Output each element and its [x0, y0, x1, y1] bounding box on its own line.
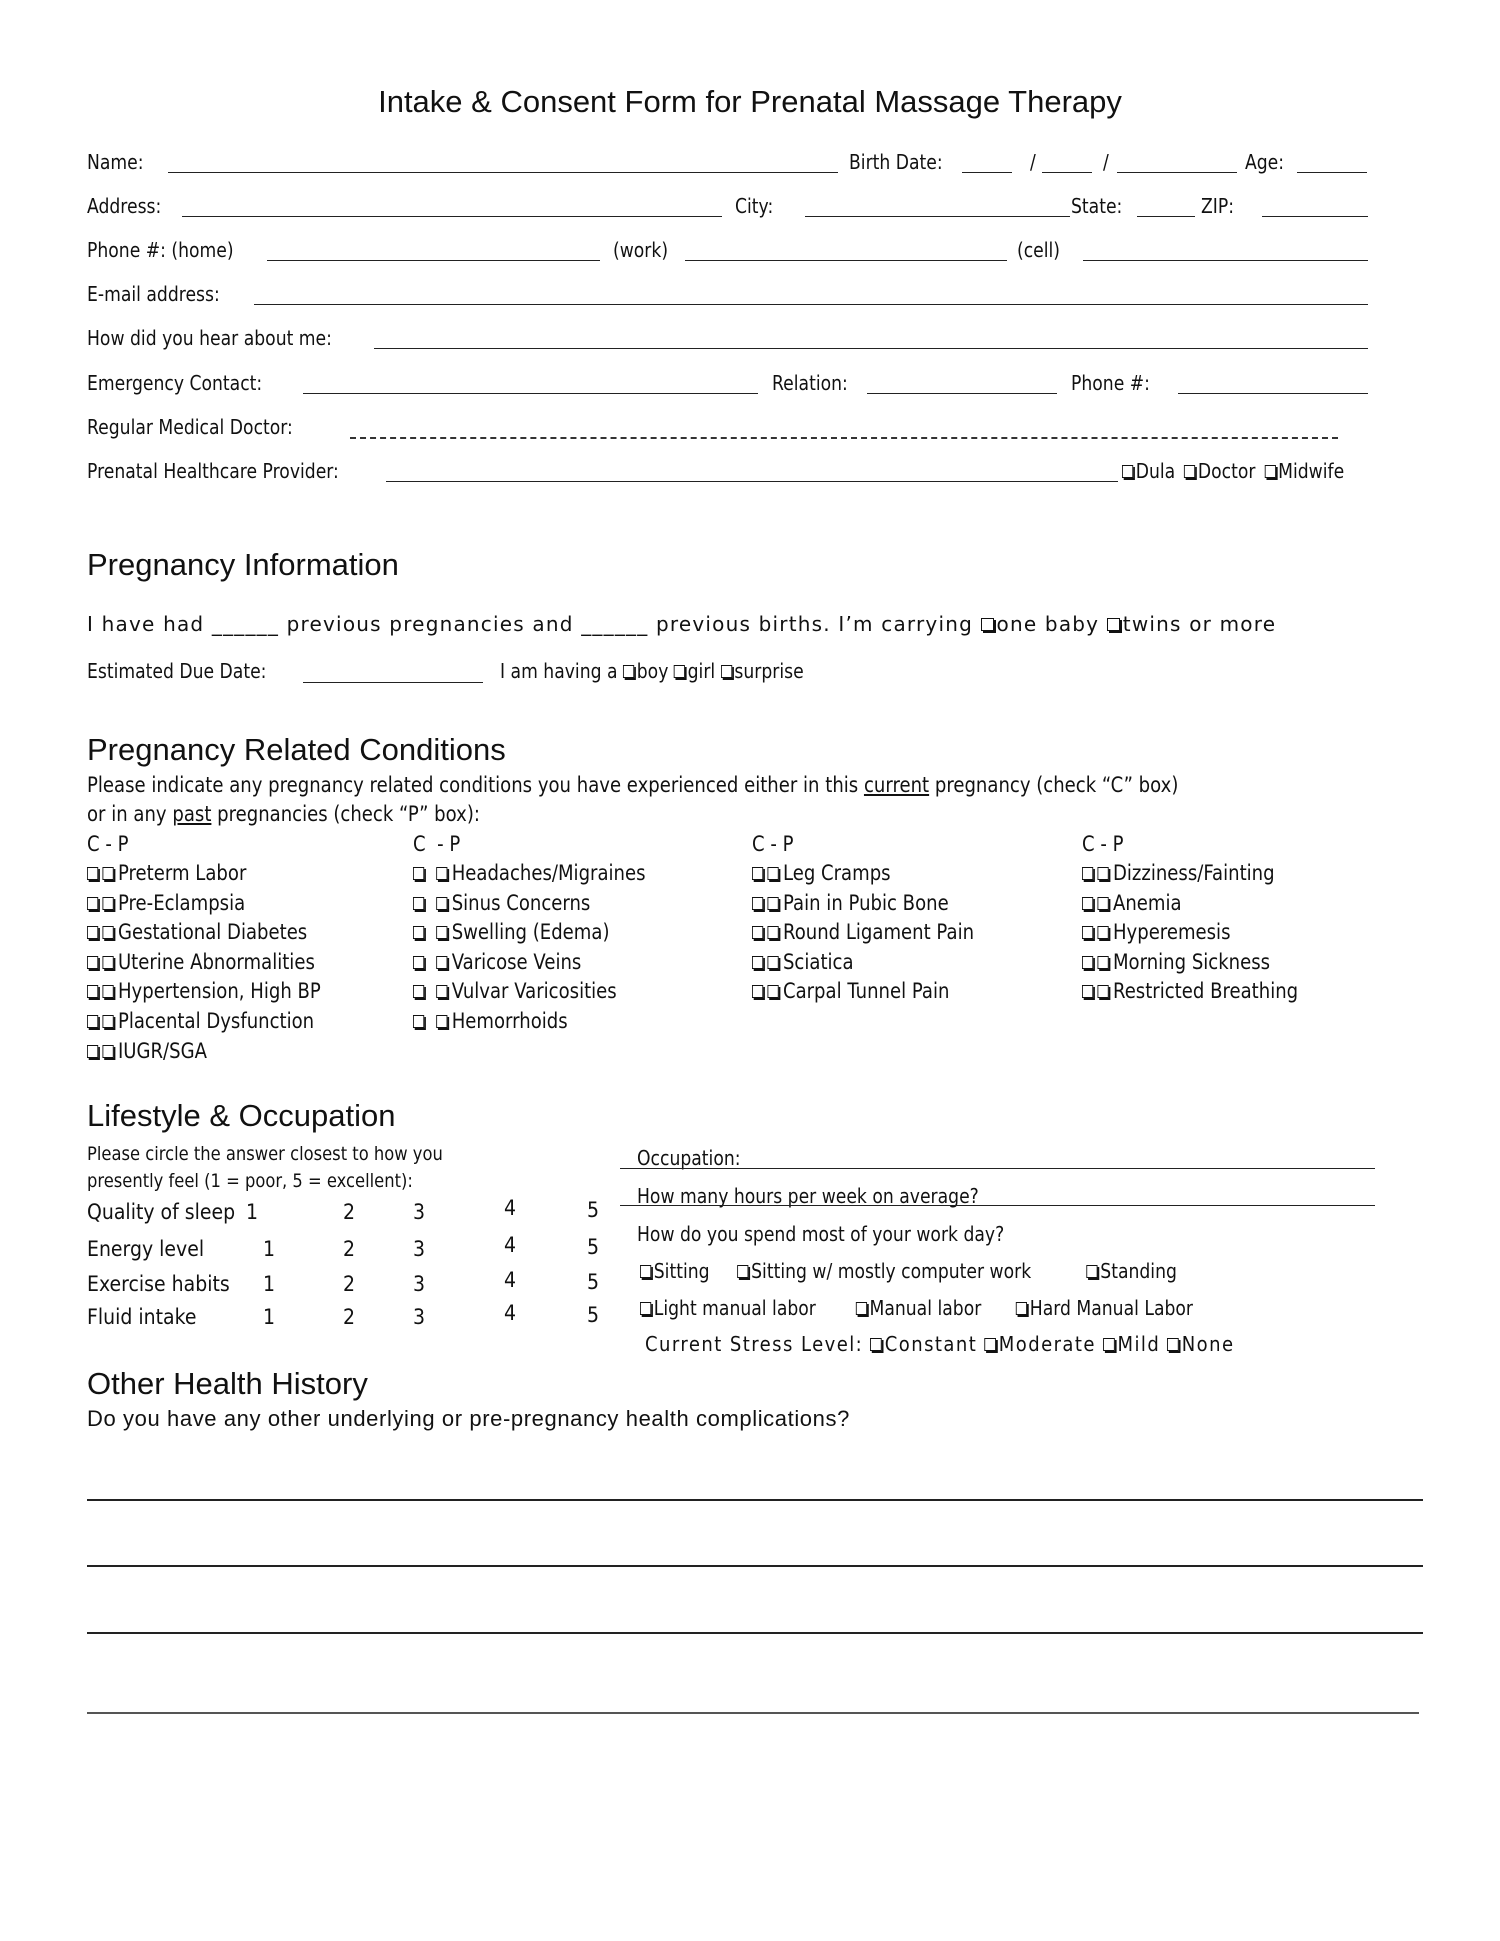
checkbox-icon[interactable] — [1087, 1265, 1098, 1278]
condition-label: IUGR/SGA — [117, 1038, 207, 1063]
home-phone-label: Phone #: (home) — [87, 238, 234, 262]
condition-label: Round Ligament Pain — [782, 920, 975, 945]
doctor-label: Regular Medical Doctor: — [87, 415, 293, 439]
doctor-field[interactable] — [350, 437, 1338, 439]
column-header: C - P — [413, 832, 461, 856]
emergency-phone-label: Phone #: — [1071, 371, 1150, 395]
condition-label: Leg Cramps — [782, 861, 891, 885]
past-checkbox[interactable] — [102, 867, 113, 880]
age-field[interactable] — [1297, 172, 1367, 173]
condition-label: Pre-Eclampsia — [117, 890, 246, 915]
current-checkbox[interactable] — [752, 985, 763, 998]
intro-text: pregnancy (check “C” box) — [934, 773, 1179, 797]
stress-level-row — [645, 1332, 1235, 1356]
conditions-column-3 — [752, 830, 1010, 1007]
work-phone-field[interactable] — [685, 260, 1007, 261]
option-label: Hard Manual Labor — [1029, 1296, 1194, 1320]
rating-option-4[interactable]: 4 — [504, 1301, 517, 1325]
intro-text: Please indicate any pregnancy related conditions you have experienced either in this — [87, 773, 859, 797]
carrying-option-twins[interactable] — [1107, 612, 1276, 636]
current-checkbox[interactable] — [87, 897, 98, 910]
rating-option-5[interactable]: 5 — [587, 1303, 600, 1327]
current-checkbox[interactable] — [413, 897, 424, 910]
cell-phone-field[interactable] — [1083, 260, 1368, 261]
state-label: State: — [1071, 194, 1123, 218]
conditions-column-1 — [87, 830, 359, 1066]
lifestyle-instructions-line2: presently feel (1 = poor, 5 = excellent): — [87, 1170, 413, 1192]
workday-options-row1 — [640, 1259, 1177, 1283]
relation-field[interactable] — [867, 393, 1057, 394]
condition-label: Varicose Veins — [451, 949, 582, 974]
rating-option-3[interactable]: 3 — [413, 1200, 426, 1224]
condition-label: Vulvar Varicosities — [451, 979, 617, 1004]
condition-row — [1082, 948, 1298, 978]
current-checkbox[interactable] — [1082, 956, 1093, 969]
condition-row — [87, 889, 321, 919]
previous-births-field[interactable]: ______ — [581, 612, 649, 636]
current-checkbox[interactable] — [752, 926, 763, 939]
rating-option-4[interactable]: 4 — [504, 1268, 517, 1292]
conditions-column-4 — [1082, 830, 1333, 1007]
conditions-column-2 — [413, 830, 683, 1037]
rating-option-3[interactable]: 3 — [413, 1237, 426, 1261]
option-label: boy — [636, 659, 669, 683]
workday-option-hard-manual[interactable] — [1016, 1296, 1193, 1320]
option-label: Moderate — [998, 1332, 1096, 1356]
current-checkbox[interactable] — [752, 897, 763, 910]
past-checkbox[interactable] — [102, 956, 113, 969]
checkbox-icon[interactable] — [674, 665, 685, 678]
birth-month-field[interactable] — [962, 172, 1012, 173]
workday-option-manual[interactable] — [856, 1296, 982, 1320]
past-checkbox[interactable] — [436, 956, 447, 969]
email-label: E-mail address: — [87, 282, 220, 306]
pregnancies-text: I have had — [87, 612, 205, 636]
zip-label: ZIP: — [1201, 194, 1235, 218]
provider-label: Prenatal Healthcare Provider: — [87, 459, 339, 483]
condition-label: Uterine Abnormalities — [117, 949, 315, 974]
checkbox-icon[interactable] — [721, 665, 732, 678]
checkbox-icon[interactable] — [737, 1265, 748, 1278]
condition-label: Pain in Pubic Bone — [782, 890, 949, 915]
condition-row — [413, 889, 646, 919]
current-checkbox[interactable] — [413, 1015, 424, 1028]
checkbox-icon[interactable] — [1264, 465, 1275, 478]
condition-label: Headaches/Migraines — [451, 861, 646, 885]
current-checkbox[interactable] — [87, 926, 98, 939]
checkbox-icon[interactable] — [856, 1302, 867, 1315]
having-line — [500, 659, 804, 683]
condition-row — [413, 977, 646, 1007]
checkbox-icon[interactable] — [1016, 1302, 1027, 1315]
rating-option-1[interactable]: 1 — [263, 1272, 276, 1296]
due-date-field[interactable] — [303, 682, 483, 683]
option-label: Manual labor — [869, 1296, 982, 1320]
intro-text: or in any — [87, 802, 167, 826]
condition-label: Placental Dysfunction — [117, 1008, 315, 1033]
past-checkbox[interactable] — [436, 897, 447, 910]
birth-year-field[interactable] — [1117, 172, 1237, 173]
past-checkbox[interactable] — [1097, 956, 1108, 969]
past-checkbox[interactable] — [1097, 985, 1108, 998]
option-label: Sitting w/ mostly computer work — [751, 1259, 1032, 1283]
hours-field[interactable] — [620, 1205, 1375, 1206]
condition-label: Hypertension, High BP — [117, 979, 321, 1004]
past-checkbox[interactable] — [436, 926, 447, 939]
section-heading-lifestyle: Lifestyle & Occupation — [87, 1098, 396, 1133]
rating-option-2[interactable]: 2 — [343, 1237, 356, 1261]
rating-option-5[interactable]: 5 — [587, 1198, 600, 1222]
hours-label: How many hours per week on average? — [637, 1184, 979, 1208]
provider-option-dula[interactable] — [1122, 459, 1175, 483]
condition-row — [752, 859, 974, 889]
past-checkbox[interactable] — [436, 1015, 447, 1028]
health-history-line-2[interactable] — [87, 1565, 1423, 1567]
checkbox-icon[interactable] — [640, 1265, 651, 1278]
past-checkbox[interactable] — [767, 897, 778, 910]
zip-field[interactable] — [1262, 216, 1368, 217]
condition-row — [413, 918, 646, 948]
condition-label: Preterm Labor — [117, 861, 247, 885]
rating-option-2[interactable]: 2 — [343, 1272, 356, 1296]
intro-current-emphasis: current — [863, 773, 930, 797]
referral-field[interactable] — [374, 348, 1368, 349]
past-checkbox[interactable] — [1097, 897, 1108, 910]
condition-row — [752, 918, 974, 948]
condition-row — [87, 918, 321, 948]
option-label: Midwife — [1278, 459, 1345, 483]
section-heading-health-history: Other Health History — [87, 1366, 368, 1401]
workday-option-light-manual[interactable] — [640, 1296, 816, 1320]
birth-date-separator: / — [1030, 150, 1036, 174]
health-history-line-1[interactable] — [87, 1499, 1423, 1501]
past-checkbox[interactable] — [1097, 926, 1108, 939]
having-option-girl[interactable] — [674, 659, 715, 683]
intro-past-emphasis: past — [172, 802, 212, 826]
stress-option-constant[interactable] — [870, 1332, 977, 1356]
condition-row — [1082, 889, 1298, 919]
current-checkbox[interactable] — [1082, 867, 1093, 880]
past-checkbox[interactable] — [767, 926, 778, 939]
condition-row — [752, 889, 974, 919]
current-checkbox[interactable] — [87, 1045, 98, 1058]
rating-label: Energy level — [87, 1237, 205, 1261]
past-checkbox[interactable] — [436, 985, 447, 998]
provider-option-doctor[interactable] — [1184, 459, 1255, 483]
condition-label: Hyperemesis — [1112, 920, 1231, 945]
checkbox-icon[interactable] — [1107, 618, 1120, 631]
checkbox-icon[interactable] — [981, 618, 994, 631]
health-history-question: Do you have any other underlying or pre-pregnancy health complications? — [87, 1406, 850, 1431]
condition-row — [87, 859, 321, 889]
condition-label: Sciatica — [782, 949, 854, 974]
having-option-boy[interactable] — [623, 659, 668, 683]
checkbox-icon[interactable] — [984, 1338, 996, 1351]
current-checkbox[interactable] — [1082, 985, 1093, 998]
lifestyle-instructions-line1: Please circle the answer closest to how you — [87, 1143, 443, 1165]
condition-row — [413, 948, 646, 978]
option-label: girl — [687, 659, 716, 683]
condition-label: Swelling (Edema) — [451, 920, 610, 945]
current-checkbox[interactable] — [413, 956, 424, 969]
rating-option-3[interactable]: 3 — [413, 1272, 426, 1296]
page-title: Intake & Consent Form for Prenatal Massage Therapy — [378, 84, 1122, 119]
option-label: Sitting — [653, 1259, 710, 1283]
checkbox-icon[interactable] — [1184, 465, 1195, 478]
occupation-field[interactable] — [620, 1168, 1375, 1169]
current-checkbox[interactable] — [413, 985, 424, 998]
previous-pregnancies-line — [87, 612, 1276, 636]
cell-phone-label: (cell) — [1017, 238, 1061, 262]
health-history-line-3[interactable] — [87, 1632, 1423, 1634]
rating-option-5[interactable]: 5 — [587, 1235, 600, 1259]
section-heading-pregnancy-information: Pregnancy Information — [87, 547, 399, 582]
conditions-intro-line1 — [87, 773, 1178, 797]
rating-option-2[interactable]: 2 — [343, 1200, 356, 1224]
option-label: Mild — [1117, 1332, 1161, 1356]
current-checkbox[interactable] — [752, 867, 763, 880]
name-label: Name: — [87, 150, 144, 174]
past-checkbox[interactable] — [102, 897, 113, 910]
condition-row — [752, 948, 974, 978]
age-label: Age: — [1245, 150, 1285, 174]
condition-row — [87, 948, 321, 978]
provider-option-midwife[interactable] — [1264, 459, 1344, 483]
condition-row — [413, 1007, 646, 1037]
rating-label: Quality of sleep — [87, 1200, 236, 1224]
condition-row — [87, 1037, 321, 1067]
condition-label: Sinus Concerns — [451, 890, 591, 915]
past-checkbox[interactable] — [767, 985, 778, 998]
condition-label: Hemorrhoids — [451, 1008, 568, 1033]
referral-label: How did you hear about me: — [87, 326, 332, 350]
checkbox-icon[interactable] — [1103, 1338, 1115, 1351]
rating-option-1[interactable]: 1 — [263, 1237, 276, 1261]
emergency-phone-field[interactable] — [1178, 393, 1368, 394]
option-label: Standing — [1100, 1259, 1177, 1283]
rating-option-1[interactable]: 1 — [246, 1200, 259, 1224]
checkbox-icon[interactable] — [1167, 1338, 1179, 1351]
current-checkbox[interactable] — [87, 956, 98, 969]
option-label: surprise — [734, 659, 804, 683]
birth-date-separator: / — [1103, 150, 1109, 174]
state-field[interactable] — [1137, 216, 1195, 217]
stress-label: Current Stress Level: — [645, 1332, 864, 1356]
past-checkbox[interactable] — [767, 867, 778, 880]
previous-pregnancies-field[interactable]: ______ — [211, 612, 280, 636]
provider-options — [1122, 459, 1344, 483]
rating-option-5[interactable]: 5 — [587, 1270, 600, 1294]
rating-option-3[interactable]: 3 — [413, 1305, 426, 1329]
rating-option-2[interactable]: 2 — [343, 1305, 356, 1329]
current-checkbox[interactable] — [1082, 897, 1093, 910]
home-phone-field[interactable] — [267, 260, 600, 261]
condition-label: Morning Sickness — [1112, 949, 1271, 974]
option-label: one baby — [996, 612, 1100, 636]
condition-label: Dizziness/Fainting — [1112, 861, 1275, 885]
rating-option-4[interactable]: 4 — [504, 1233, 517, 1257]
occupation-label: Occupation: — [637, 1146, 741, 1170]
past-checkbox[interactable] — [1097, 867, 1108, 880]
stress-option-moderate[interactable] — [984, 1332, 1096, 1356]
option-label: None — [1181, 1332, 1235, 1356]
checkbox-icon[interactable] — [1122, 465, 1133, 478]
emergency-contact-label: Emergency Contact: — [87, 371, 263, 395]
workday-option-standing[interactable] — [1087, 1259, 1177, 1283]
rating-option-1[interactable]: 1 — [263, 1305, 276, 1329]
condition-label: Anemia — [1112, 890, 1182, 915]
past-checkbox[interactable] — [102, 926, 113, 939]
option-label: twins or more — [1122, 612, 1277, 636]
current-checkbox[interactable] — [87, 867, 98, 880]
condition-label: Restricted Breathing — [1112, 979, 1299, 1004]
condition-row — [87, 1007, 321, 1037]
past-checkbox[interactable] — [102, 1015, 113, 1028]
current-checkbox[interactable] — [1082, 926, 1093, 939]
current-checkbox[interactable] — [87, 1015, 98, 1028]
condition-row — [752, 977, 974, 1007]
rating-label: Exercise habits — [87, 1272, 230, 1296]
current-checkbox[interactable] — [752, 956, 763, 969]
provider-field[interactable] — [386, 481, 1118, 482]
option-label: Dula — [1135, 459, 1176, 483]
city-label: City: — [735, 194, 774, 218]
rating-option-4[interactable]: 4 — [504, 1196, 517, 1220]
work-phone-label: (work) — [613, 238, 669, 262]
past-checkbox[interactable] — [436, 867, 447, 880]
relation-label: Relation: — [772, 371, 848, 395]
current-checkbox[interactable] — [87, 985, 98, 998]
condition-label: Carpal Tunnel Pain — [782, 979, 950, 1004]
past-checkbox[interactable] — [102, 1045, 113, 1058]
option-label: Constant — [884, 1332, 978, 1356]
column-header: C - P — [1082, 832, 1124, 856]
condition-label: Gestational Diabetes — [117, 920, 308, 945]
section-heading-conditions: Pregnancy Related Conditions — [87, 732, 506, 767]
name-field[interactable] — [168, 172, 838, 173]
past-checkbox[interactable] — [767, 956, 778, 969]
carrying-option-one[interactable] — [981, 612, 1100, 636]
condition-row — [1082, 977, 1298, 1007]
workday-options-row2 — [640, 1296, 1193, 1320]
city-field[interactable] — [805, 216, 1070, 217]
workday-label: How do you spend most of your work day? — [637, 1222, 1005, 1246]
stress-option-none[interactable] — [1167, 1332, 1234, 1356]
checkbox-icon[interactable] — [623, 665, 634, 678]
past-checkbox[interactable] — [102, 985, 113, 998]
current-checkbox[interactable] — [413, 867, 424, 880]
emergency-contact-field[interactable] — [303, 393, 758, 394]
having-text: I am having a — [500, 659, 618, 683]
workday-option-sitting[interactable] — [640, 1259, 710, 1283]
due-date-label: Estimated Due Date: — [87, 659, 267, 683]
stress-option-mild[interactable] — [1103, 1332, 1160, 1356]
birth-date-label: Birth Date: — [849, 150, 943, 174]
email-field[interactable] — [254, 304, 1368, 305]
having-option-surprise[interactable] — [721, 659, 804, 683]
workday-option-computer[interactable] — [737, 1259, 1031, 1283]
pregnancies-text: previous pregnancies and — [286, 612, 574, 636]
conditions-intro-line2 — [87, 802, 480, 826]
condition-row — [1082, 859, 1298, 889]
address-label: Address: — [87, 194, 162, 218]
checkbox-icon[interactable] — [870, 1338, 882, 1351]
option-label: Light manual labor — [653, 1296, 816, 1320]
column-header: C - P — [87, 832, 129, 856]
option-label: Doctor — [1197, 459, 1256, 483]
rating-label: Fluid intake — [87, 1305, 197, 1329]
intro-text: pregnancies (check “P” box): — [217, 802, 480, 826]
condition-row — [413, 859, 646, 889]
carrying-text: previous births. I’m carrying — [655, 612, 973, 636]
address-field[interactable] — [182, 216, 722, 217]
checkbox-icon[interactable] — [640, 1302, 651, 1315]
condition-row — [87, 977, 321, 1007]
current-checkbox[interactable] — [413, 926, 424, 939]
health-history-line-4[interactable] — [87, 1712, 1419, 1714]
condition-row — [1082, 918, 1298, 948]
column-header: C - P — [752, 832, 794, 856]
birth-day-field[interactable] — [1042, 172, 1092, 173]
